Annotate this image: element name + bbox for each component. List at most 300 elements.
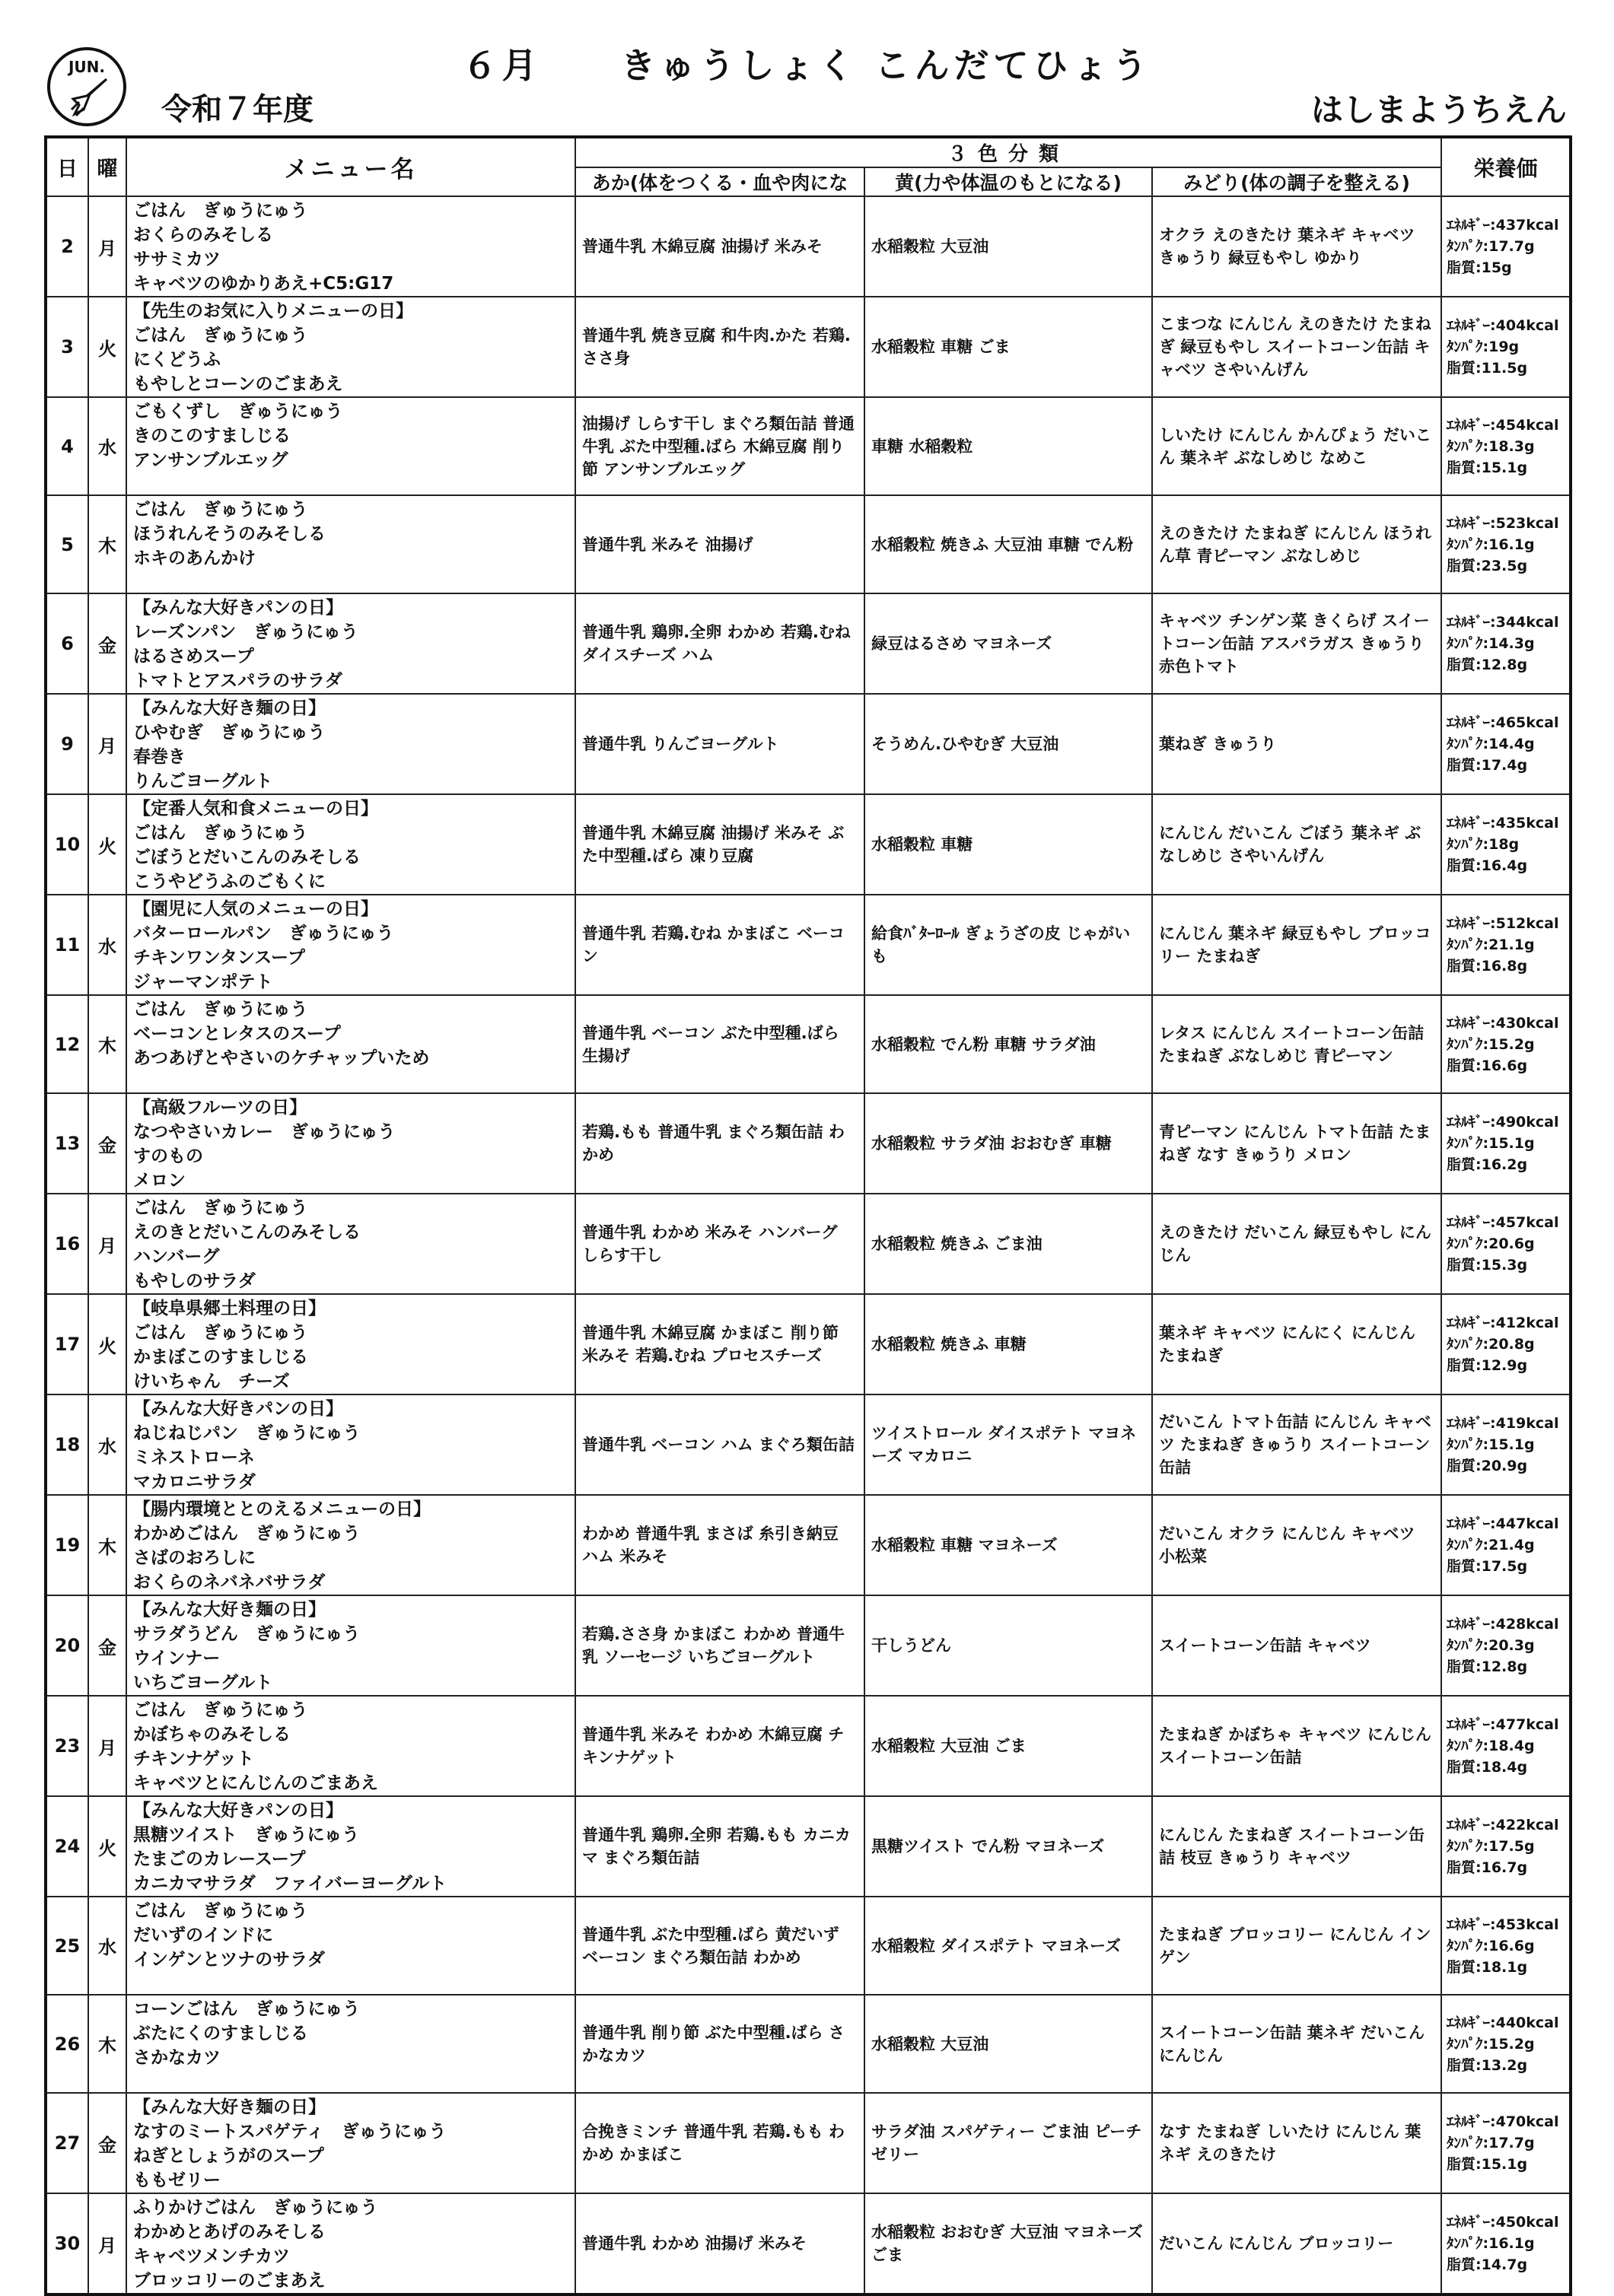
menu-item: いちごヨーグルト [133,1673,273,1693]
header-nutrition: 栄養価 [1441,137,1571,196]
nutrition-value: ｴﾈﾙｷﾞｰ:470kcal [1447,2113,1559,2130]
menu-item: だいずのインドに [133,1926,273,1945]
red-group-cell: 油揚げ しらす干し まぐろ類缶詰 普通牛乳 ぶた中型種.ばら 木綿豆腐 削り節 アンサンブルエッグ [575,397,864,495]
menu-row [46,1595,1571,1696]
nutrition-value: 脂質:12.8g [1447,1658,1528,1675]
nutrition-cell [1441,995,1571,1093]
nutrition-value: 脂質:15.1g [1447,2156,1528,2173]
menu-item: えのきとだいこんのみそしる [133,1223,361,1242]
menu-cell [126,495,575,593]
red-group-cell: 普通牛乳 鶏卵.全卵 若鶏.もも カニカマ まぐろ類缶詰 [575,1796,864,1897]
weekday-cell: 木 [88,495,126,593]
red-group-cell: 普通牛乳 木綿豆腐 油揚げ 米みそ ぶた中型種.ばら 凍り豆腐 [575,794,864,895]
fiscal-year: 令和７年度 [161,92,314,127]
red-group-cell: 普通牛乳 わかめ 米みそ ハンバーグ しらす干し [575,1194,864,1294]
menu-cell [126,593,575,694]
menu-item: りんごヨーグルト [133,771,273,791]
nutrition-value: 脂質:16.8g [1447,958,1528,975]
green-group-cell: こまつな にんじん えのきたけ たまねぎ 緑豆もやし スイートコーン缶詰 キャベツ さやいんげん [1152,297,1441,397]
nutrition-cell [1441,2193,1571,2294]
nutrition-value: 脂質:17.4g [1447,757,1528,774]
weekday-cell: 金 [88,1093,126,1194]
yellow-group-cell: 水稲穀粒 車糖 ごま [864,297,1152,397]
nutrition-cell [1441,1294,1571,1394]
nutrition-value: 脂質:12.8g [1447,657,1528,673]
day-cell: 16 [46,1194,88,1294]
menu-row [46,995,1571,1093]
weekday-cell: 木 [88,1995,126,2093]
weekday-cell: 木 [88,1495,126,1595]
menu-item: ごはん ぎゅうにゅう [133,1198,308,1218]
menu-item: 【腸内環境ととのえるメニューの日】 [133,1499,431,1519]
menu-item: かまぼこのすましじる [133,1347,308,1367]
menu-item: ごはん ぎゅうにゅう [133,1700,308,1720]
menu-item: ごはん ぎゅうにゅう [133,500,308,520]
nutrition-value: ﾀﾝﾊﾟｸ:14.3g [1447,635,1535,652]
yellow-group-cell: 給食ﾊﾞﾀｰﾛｰﾙ ぎょうざの皮 じゃがいも [864,895,1152,995]
menu-item: あつあげとやさいのケチャップいため [133,1048,430,1068]
header-green: みどり(体の調子を整える) [1152,167,1441,196]
weekday-cell: 水 [88,895,126,995]
menu-cell [126,1194,575,1294]
green-group-cell: だいこん トマト缶詰 にんじん キャベツ たまねぎ きゅうり スイートコーン缶詰 [1152,1394,1441,1495]
menu-cell [126,895,575,995]
nutrition-cell [1441,1394,1571,1495]
menu-item: 【高級フルーツの日】 [133,1098,307,1118]
menu-item: コーンごはん ぎゅうにゅう [133,1999,361,2019]
nutrition-value: ﾀﾝﾊﾟｸ:17.5g [1447,1838,1535,1855]
weekday-cell: 火 [88,297,126,397]
red-group-cell: 普通牛乳 鶏卵.全卵 わかめ 若鶏.むね ダイスチーズ ハム [575,593,864,694]
nutrition-cell [1441,1595,1571,1696]
menu-row [46,593,1571,694]
nutrition-value: ﾀﾝﾊﾟｸ:15.1g [1447,1135,1535,1152]
red-group-cell: 若鶏.もも 普通牛乳 まぐろ類缶詰 わかめ [575,1093,864,1194]
menu-row [46,1796,1571,1897]
nutrition-value: ﾀﾝﾊﾟｸ:16.1g [1447,536,1535,553]
menu-item: ササミカツ [133,250,221,269]
nutrition-value: 脂質:11.5g [1447,360,1528,377]
menu-item: ももゼリー [133,2170,221,2190]
nutrition-value: ｴﾈﾙｷﾞｰ:440kcal [1447,2014,1559,2031]
green-group-cell: えのきたけ だいこん 緑豆もやし にんじん [1152,1194,1441,1294]
weekday-cell: 火 [88,794,126,895]
menu-row [46,1897,1571,1995]
menu-item: なつやさいカレー ぎゅうにゅう [133,1122,396,1142]
nutrition-value: ｴﾈﾙｷﾞｰ:412kcal [1447,1315,1559,1331]
day-cell: 3 [46,297,88,397]
menu-item: ホキのあんかけ [133,549,256,568]
menu-cell [126,1595,575,1696]
menu-item: わかめとあげのみそしる [133,2222,326,2242]
menu-item: ごはん ぎゅうにゅう [133,1323,308,1343]
nutrition-value: ﾀﾝﾊﾟｸ:16.1g [1447,2235,1535,2252]
menu-item: 【みんな大好き麺の日】 [133,1600,326,1620]
menu-item: ぶたにくのすましじる [133,2024,308,2043]
menu-item: ごもくずし ぎゅうにゅう [133,402,343,421]
menu-item: マカロニサラダ [133,1472,256,1492]
menu-item: 【先生のお気に入りメニューの日】 [133,301,413,321]
day-cell: 18 [46,1394,88,1495]
nutrition-value: 脂質:20.9g [1447,1458,1528,1474]
menu-item: さばのおろしに [133,1548,256,1568]
menu-row [46,895,1571,995]
nutrition-value: 脂質:16.4g [1447,857,1528,874]
nutrition-value: ｴﾈﾙｷﾞｰ:430kcal [1447,1014,1559,1032]
menu-item: キャベツのゆかりあえ+C5:G17 [133,274,394,294]
menu-cell [126,694,575,794]
yellow-group-cell: 水稲穀粒 でん粉 車糖 サラダ油 [864,995,1152,1093]
yellow-group-cell: 水稲穀粒 サラダ油 おおむぎ 車糖 [864,1093,1152,1194]
menu-row [46,1194,1571,1294]
menu-item: けいちゃん チーズ [133,1372,290,1391]
nutrition-cell [1441,495,1571,593]
menu-item: はるさめスープ [133,647,254,666]
nutrition-cell [1441,397,1571,495]
weekday-cell: 月 [88,1194,126,1294]
menu-row [46,1294,1571,1394]
nutrition-value: ｴﾈﾙｷﾞｰ:523kcal [1447,514,1559,532]
menu-item: きのこのすましじる [133,426,291,446]
nutrition-cell [1441,297,1571,397]
green-group-cell: にんじん だいこん ごぼう 葉ネギ ぶなしめじ さやいんげん [1152,794,1441,895]
red-group-cell: 若鶏.ささ身 かまぼこ わかめ 普通牛乳 ソーセージ いちごヨーグルト [575,1595,864,1696]
green-group-cell: 青ピーマン にんじん トマト缶詰 たまねぎ なす きゅうり メロン [1152,1093,1441,1194]
menu-item: インゲンとツナのサラダ [133,1950,325,1970]
green-group-cell: しいたけ にんじん かんぴょう だいこん 葉ネギ ぶなしめじ なめこ [1152,397,1441,495]
nutrition-value: ｴﾈﾙｷﾞｰ:435kcal [1447,815,1559,832]
day-cell: 24 [46,1796,88,1897]
menu-item: 黒糖ツイスト ぎゅうにゅう [133,1825,360,1845]
menu-item: ねじねじパン ぎゅうにゅう [133,1423,361,1443]
menu-item: 【みんな大好きパンの日】 [133,1801,343,1821]
menu-item: キャベツとにんじんのごまあえ [133,1773,378,1793]
red-group-cell: 普通牛乳 削り節 ぶた中型種.ばら さかなカツ [575,1995,864,2093]
menu-cell [126,2193,575,2294]
nutrition-value: ｴﾈﾙｷﾞｰ:450kcal [1447,2214,1559,2231]
weekday-cell: 月 [88,2193,126,2294]
green-group-cell: だいこん にんじん ブロッコリー [1152,2193,1441,2294]
menu-item: アンサンブルエッグ [133,450,288,470]
red-group-cell: 合挽きミンチ 普通牛乳 若鶏.もも わかめ かまぼこ [575,2093,864,2193]
yellow-group-cell: 車糖 水稲穀粒 [864,397,1152,495]
nutrition-value: ﾀﾝﾊﾟｸ:17.7g [1447,2135,1535,2151]
day-cell: 17 [46,1294,88,1394]
nutrition-cell [1441,1796,1571,1897]
nutrition-value: ｴﾈﾙｷﾞｰ:419kcal [1447,1415,1559,1432]
green-group-cell: だいこん オクラ にんじん キャベツ 小松菜 [1152,1495,1441,1595]
red-group-cell: 普通牛乳 ぶた中型種.ばら 黄だいず ベーコン まぐろ類缶詰 わかめ [575,1897,864,1995]
nutrition-value: 脂質:16.2g [1447,1156,1528,1173]
nutrition-value: ｴﾈﾙｷﾞｰ:453kcal [1447,1916,1559,1933]
nutrition-value: ﾀﾝﾊﾟｸ:17.7g [1447,238,1535,255]
menu-cell [126,1995,575,2093]
weekday-cell: 水 [88,397,126,495]
menu-item: ごはん ぎゅうにゅう [133,201,308,221]
day-cell: 4 [46,397,88,495]
nutrition-value: 脂質:15.3g [1447,1257,1528,1274]
yellow-group-cell: 水稲穀粒 車糖 マヨネーズ [864,1495,1152,1595]
weekday-cell: 木 [88,995,126,1093]
nutrition-value: 脂質:14.7g [1447,2256,1528,2273]
menu-item: トマトとアスパラのサラダ [133,671,342,691]
menu-item: チキンワンタンスープ [133,948,305,968]
menu-row [46,397,1571,495]
menu-item: 春巻き [133,747,186,767]
day-cell: 9 [46,694,88,794]
day-cell: 27 [46,2093,88,2193]
menu-item: すのもの [133,1146,203,1166]
menu-item: もやしとコーンのごまあえ [133,374,343,394]
menu-item: おくらのみそしる [133,225,273,245]
weekday-cell: 月 [88,196,126,297]
green-group-cell: にんじん たまねぎ スイートコーン缶詰 枝豆 きゅうり キャベツ [1152,1796,1441,1897]
nutrition-value: ｴﾈﾙｷﾞｰ:422kcal [1447,1817,1559,1833]
school-name: はしまようちえん [1310,91,1567,129]
menu-item: 【みんな大好き麺の日】 [133,2097,326,2117]
menu-cell [126,196,575,297]
menu-cell [126,995,575,1093]
nutrition-value: ﾀﾝﾊﾟｸ:16.6g [1447,1937,1535,1954]
weekday-cell: 月 [88,1696,126,1796]
menu-item: ごはん ぎゅうにゅう [133,823,308,843]
yellow-group-cell: 干しうどん [864,1595,1152,1696]
day-cell: 25 [46,1897,88,1995]
menu-item: ベーコンとレタスのスープ [133,1024,341,1044]
nutrition-value: ｴﾈﾙｷﾞｰ:465kcal [1447,714,1559,731]
weekday-cell: 月 [88,694,126,794]
red-group-cell: わかめ 普通牛乳 まさば 糸引き納豆 ハム 米みそ [575,1495,864,1595]
menu-cell [126,1093,575,1194]
menu-row [46,1995,1571,2093]
menu-item: ごはん ぎゅうにゅう [133,1901,308,1921]
header-red: あか(体をつくる・血や肉にな [575,167,864,196]
menu-item: こうやどうふのごもくに [133,872,326,892]
day-cell: 5 [46,495,88,593]
red-group-cell: 普通牛乳 りんごヨーグルト [575,694,864,794]
menu-cell [126,1796,575,1897]
day-cell: 19 [46,1495,88,1595]
logo-text: JUN. [68,58,106,76]
menu-item: ジャーマンポテト [133,972,273,992]
nutrition-cell [1441,2093,1571,2193]
menu-item: ねぎとしょうがのスープ [133,2146,324,2166]
day-cell: 23 [46,1696,88,1796]
day-cell: 20 [46,1595,88,1696]
menu-item: カニカマサラダ ファイバーヨーグルト [133,1874,447,1894]
weekday-cell: 火 [88,1796,126,1897]
menu-item: わかめごはん ぎゅうにゅう [133,1524,361,1544]
menu-row [46,297,1571,397]
red-group-cell: 普通牛乳 若鶏.むね かまぼこ ベーコン [575,895,864,995]
red-group-cell: 普通牛乳 ベーコン ハム まぐろ類缶詰 [575,1394,864,1495]
yellow-group-cell: サラダ油 スパゲティー ごま油 ピーチゼリー [864,2093,1152,2193]
menu-row [46,2093,1571,2193]
header-yellow: 黄(力や体温のもとになる) [864,167,1152,196]
weekday-cell: 火 [88,1294,126,1394]
day-cell: 13 [46,1093,88,1194]
page-title: ６月 きゅうしょく こんだてひょう [462,45,1152,86]
nutrition-value: ﾀﾝﾊﾟｸ:18.4g [1447,1738,1535,1754]
menu-item: ごはん ぎゅうにゅう [133,1000,308,1019]
menu-item: おくらのネバネバサラダ [133,1573,326,1592]
menu-item: たまごのカレースープ [133,1849,306,1869]
menu-cell [126,1294,575,1394]
nutrition-value: ｴﾈﾙｷﾞｰ:437kcal [1447,217,1559,234]
nutrition-cell [1441,196,1571,297]
menu-table [44,135,1572,2296]
menu-row [46,694,1571,794]
menu-item: かぼちゃのみそしる [133,1725,291,1744]
green-group-cell: 葉ネギ キャベツ にんにく にんじん たまねぎ [1152,1294,1441,1394]
nutrition-value: 脂質:17.5g [1447,1558,1528,1575]
nutrition-value: 脂質:16.6g [1447,1057,1528,1074]
green-group-cell: レタス にんじん スイートコーン缶詰 たまねぎ ぶなしめじ 青ピーマン [1152,995,1441,1093]
day-cell: 6 [46,593,88,694]
menu-row [46,196,1571,297]
menu-item: にくどうふ [133,350,221,370]
nutrition-value: ｴﾈﾙｷﾞｰ:447kcal [1447,1515,1559,1532]
red-group-cell: 普通牛乳 木綿豆腐 油揚げ 米みそ [575,196,864,297]
nutrition-value: ﾀﾝﾊﾟｸ:15.1g [1447,1436,1535,1453]
nutrition-value: 脂質:15g [1447,259,1512,276]
menu-item: 【園児に人気のメニューの日】 [133,899,378,919]
nutrition-value: 脂質:18.1g [1447,1958,1528,1976]
weekday-cell: 水 [88,1394,126,1495]
day-cell: 30 [46,2193,88,2294]
menu-body [46,196,1571,2294]
menu-item: ごはん ぎゅうにゅう [133,326,308,345]
menu-item: ふりかけごはん ぎゅうにゅう [133,2198,378,2218]
day-cell: 26 [46,1995,88,2093]
red-group-cell: 普通牛乳 米みそ わかめ 木綿豆腐 チキンナゲット [575,1696,864,1796]
nutrition-value: ﾀﾝﾊﾟｸ:18g [1447,836,1520,853]
day-cell: 2 [46,196,88,297]
menu-item: キャベツメンチカツ [133,2247,291,2266]
yellow-group-cell: 水稲穀粒 大豆油 ごま [864,1696,1152,1796]
menu-cell [126,794,575,895]
menu-row [46,1093,1571,1194]
green-group-cell: えのきたけ たまねぎ にんじん ほうれん草 青ピーマン ぶなしめじ [1152,495,1441,593]
red-group-cell: 普通牛乳 焼き豆腐 和牛肉.かた 若鶏.ささ身 [575,297,864,397]
menu-row [46,2193,1571,2294]
menu-item: ごぼうとだいこんのみそしる [133,847,361,867]
nutrition-value: ｴﾈﾙｷﾞｰ:490kcal [1447,1114,1559,1131]
green-group-cell: 葉ねぎ きゅうり [1152,694,1441,794]
yellow-group-cell: 水稲穀粒 大豆油 [864,1995,1152,2093]
nutrition-value: ﾀﾝﾊﾟｸ:20.3g [1447,1637,1535,1654]
menu-item: もやしのサラダ [133,1271,256,1291]
green-group-cell: スイートコーン缶詰 キャベツ [1152,1595,1441,1696]
yellow-group-cell: 水稲穀粒 車糖 [864,794,1152,895]
green-group-cell: オクラ えのきたけ 葉ネギ キャベツ きゅうり 緑豆もやし ゆかり [1152,196,1441,297]
nutrition-value: 脂質:15.1g [1447,459,1528,476]
green-group-cell: スイートコーン缶詰 葉ネギ だいこん にんじん [1152,1995,1441,2093]
menu-item: 【みんな大好きパンの日】 [133,1399,343,1419]
red-group-cell: 普通牛乳 米みそ 油揚げ [575,495,864,593]
menu-item: さかなカツ [133,2048,221,2068]
weekday-cell: 水 [88,1897,126,1995]
red-group-cell: 普通牛乳 わかめ 油揚げ 米みそ [575,2193,864,2294]
nutrition-value: 脂質:13.2g [1447,2056,1528,2074]
menu-row [46,1495,1571,1595]
yellow-group-cell: 水稲穀粒 大豆油 [864,196,1152,297]
yellow-group-cell: 水稲穀粒 焼きふ 車糖 [864,1294,1152,1394]
day-cell: 12 [46,995,88,1093]
nutrition-cell [1441,593,1571,694]
menu-item: なすのミートスパゲティ ぎゅうにゅう [133,2122,447,2142]
green-group-cell: キャベツ チンゲン菜 きくらげ スイートコーン缶詰 アスパラガス きゅうり 赤色トマト [1152,593,1441,694]
nutrition-value: ﾀﾝﾊﾟｸ:15.2g [1447,1035,1535,1053]
nutrition-value: ﾀﾝﾊﾟｸ:21.1g [1447,937,1535,953]
nutrition-cell [1441,1093,1571,1194]
menu-item: サラダうどん ぎゅうにゅう [133,1624,361,1644]
green-group-cell: たまねぎ ブロッコリー にんじん インゲン [1152,1897,1441,1995]
menu-item: チキンナゲット [133,1749,254,1769]
weekday-cell: 金 [88,2093,126,2193]
header-three-color: ３色分類 [575,137,1441,167]
menu-cell [126,397,575,495]
day-cell: 10 [46,794,88,895]
nutrition-value: ﾀﾝﾊﾟｸ:20.6g [1447,1235,1535,1252]
green-group-cell: なす たまねぎ しいたけ にんじん 葉ネギ えのきたけ [1152,2093,1441,2193]
nutrition-value: 脂質:16.7g [1447,1859,1528,1876]
menu-item: レーズンパン ぎゅうにゅう [133,622,358,642]
menu-cell [126,1696,575,1796]
menu-item: 【定番人気和食メニューの日】 [133,799,378,819]
nutrition-value: ｴﾈﾙｷﾞｰ:512kcal [1447,915,1559,932]
nutrition-cell [1441,794,1571,895]
menu-cell [126,1897,575,1995]
menu-item: 【岐阜県郷土料理の日】 [133,1299,326,1318]
menu-item: 【みんな大好きパンの日】 [133,598,343,618]
menu-item: バターロールパン ぎゅうにゅう [133,924,394,943]
nutrition-cell [1441,1495,1571,1595]
menu-item: ウインナー [133,1649,221,1668]
header-menu: メニュー名 [126,137,575,196]
header-weekday: 曜 [88,137,126,196]
yellow-group-cell: 緑豆はるさめ マヨネーズ [864,593,1152,694]
nutrition-cell [1441,694,1571,794]
menu-row [46,794,1571,895]
menu-item: 【みんな大好き麺の日】 [133,698,326,718]
menu-item: ほうれんそうのみそしる [133,524,326,544]
menu-cell [126,1495,575,1595]
nutrition-value: ﾀﾝﾊﾟｸ:21.4g [1447,1537,1535,1553]
menu-cell [126,1394,575,1495]
yellow-group-cell: そうめん.ひやむぎ 大豆油 [864,694,1152,794]
nutrition-value: 脂質:12.9g [1447,1357,1528,1374]
yellow-group-cell: 水稲穀粒 焼きふ 大豆油 車糖 でん粉 [864,495,1152,593]
weekday-cell: 金 [88,593,126,694]
menu-item: ミネストローネ [133,1448,255,1468]
nutrition-value: 脂質:18.4g [1447,1759,1528,1776]
nutrition-value: ｴﾈﾙｷﾞｰ:454kcal [1447,416,1559,434]
menu-item: ひやむぎ ぎゅうにゅう [133,723,326,743]
nutrition-cell [1441,1995,1571,2093]
nutrition-value: ﾀﾝﾊﾟｸ:20.8g [1447,1336,1535,1353]
yellow-group-cell: 水稲穀粒 焼きふ ごま油 [864,1194,1152,1294]
menu-row [46,495,1571,593]
nutrition-cell [1441,1194,1571,1294]
yellow-group-cell: 水稲穀粒 ダイスポテト マヨネーズ [864,1897,1152,1995]
nutrition-value: ﾀﾝﾊﾟｸ:14.4g [1447,736,1535,752]
menu-row [46,1394,1571,1495]
yellow-group-cell: 水稲穀粒 おおむぎ 大豆油 マヨネーズ ごま [864,2193,1152,2294]
nutrition-value: ﾀﾝﾊﾟｸ:19g [1447,339,1520,355]
nutrition-cell [1441,1897,1571,1995]
yellow-group-cell: ツイストロール ダイスポテト マヨネーズ マカロニ [864,1394,1152,1495]
